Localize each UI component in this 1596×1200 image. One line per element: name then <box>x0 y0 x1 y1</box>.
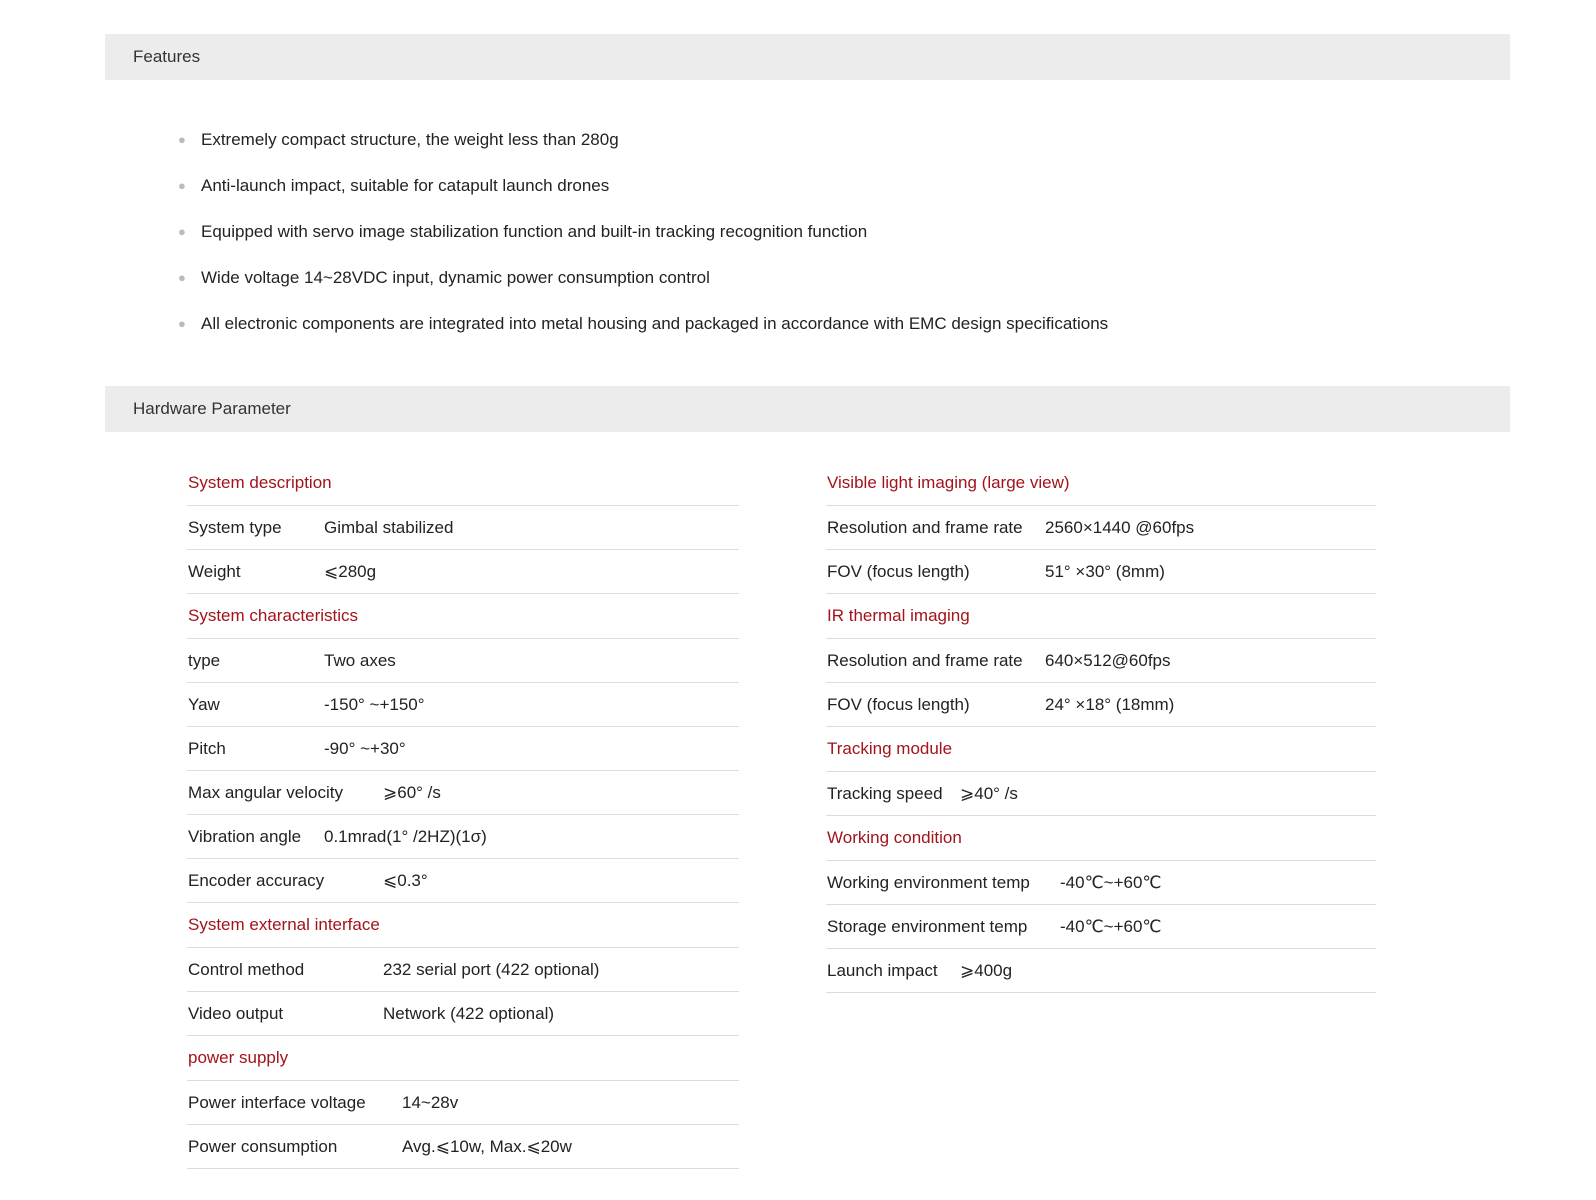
param-group-heading: power supply <box>187 1036 739 1081</box>
parameter-table-left <box>187 461 739 1169</box>
parameter-table-right <box>826 461 1376 993</box>
param-value: 0.1mrad(1° /2HZ)(1σ) <box>324 827 487 846</box>
param-name: Power interface voltage <box>188 1093 366 1112</box>
param-name: Resolution and frame rate <box>827 518 1023 537</box>
bullet-dot-icon: ● <box>178 224 186 239</box>
param-group-heading: System description <box>187 461 739 506</box>
param-row <box>826 861 1376 905</box>
feature-text: All electronic components are integrated into metal housing and packaged in accordance with EMC design specifications <box>201 314 1109 333</box>
param-row <box>187 1125 739 1169</box>
feature-text: Extremely compact structure, the weight less than 280g <box>201 130 619 149</box>
bullet-dot-icon: ● <box>178 132 186 147</box>
param-value: -40℃~+60℃ <box>1060 873 1162 892</box>
param-name: Encoder accuracy <box>188 871 325 890</box>
param-name: Max angular velocity <box>188 783 343 802</box>
param-value: Avg.⩽10w, Max.⩽20w <box>402 1137 572 1156</box>
feature-item <box>175 209 1108 255</box>
param-name: FOV (focus length) <box>827 695 970 714</box>
param-group-heading: System external interface <box>187 903 739 948</box>
param-value: 51° ×30° (8mm) <box>1045 562 1165 581</box>
bullet-dot-icon: ● <box>178 178 186 193</box>
param-name: System type <box>188 518 282 537</box>
feature-item <box>175 117 1108 163</box>
param-row <box>826 506 1376 550</box>
param-name: Weight <box>188 562 241 581</box>
param-value: 14~28v <box>402 1093 459 1112</box>
hardware-section-header <box>105 386 1510 432</box>
param-value: 2560×1440 @60fps <box>1045 518 1195 537</box>
param-name: Pitch <box>188 739 226 758</box>
param-row <box>187 815 739 859</box>
param-name: Launch impact <box>827 961 938 980</box>
param-name: Yaw <box>188 695 220 714</box>
param-value: 232 serial port (422 optional) <box>383 960 600 979</box>
param-value: ⩽0.3° <box>383 871 428 890</box>
param-row <box>187 992 739 1036</box>
param-row <box>187 771 739 815</box>
param-group-heading: Tracking module <box>826 727 1376 772</box>
param-value: Gimbal stabilized <box>324 518 454 537</box>
param-group-heading: IR thermal imaging <box>826 594 1376 639</box>
bullet-dot-icon: ● <box>178 270 186 285</box>
param-row <box>187 727 739 771</box>
param-value: Network (422 optional) <box>383 1004 555 1023</box>
param-name: type <box>188 651 221 670</box>
feature-text: Wide voltage 14~28VDC input, dynamic power consumption control <box>201 268 710 287</box>
param-value: -150° ~+150° <box>324 695 425 714</box>
feature-item <box>175 163 1108 209</box>
features-title: Features <box>133 47 201 66</box>
param-row <box>826 683 1376 727</box>
features-section-header <box>105 34 1510 80</box>
param-name: Working environment temp <box>827 873 1030 892</box>
param-group-heading: System characteristics <box>187 594 739 639</box>
hardware-title: Hardware Parameter <box>133 399 291 418</box>
features-list <box>175 117 1108 347</box>
bullet-dot-icon: ● <box>178 316 186 331</box>
param-value: 640×512@60fps <box>1045 651 1171 670</box>
feature-item <box>175 255 1108 301</box>
param-value: ⩾400g <box>960 961 1013 980</box>
param-row <box>187 683 739 727</box>
param-value: 24° ×18° (18mm) <box>1045 695 1175 714</box>
param-name: Video output <box>188 1004 284 1023</box>
param-row <box>187 550 739 594</box>
param-row <box>826 905 1376 949</box>
feature-text: Anti-launch impact, suitable for catapult launch drones <box>201 176 610 195</box>
param-name: Storage environment temp <box>827 917 1028 936</box>
param-name: FOV (focus length) <box>827 562 970 581</box>
param-row <box>187 859 739 903</box>
param-row <box>187 948 739 992</box>
param-name: Resolution and frame rate <box>827 651 1023 670</box>
param-row <box>826 949 1376 993</box>
param-name: Control method <box>188 960 305 979</box>
param-row <box>187 639 739 683</box>
param-group-heading: Working condition <box>826 816 1376 861</box>
param-value: ⩽280g <box>324 562 377 581</box>
feature-item <box>175 301 1108 347</box>
param-value: ⩾40° /s <box>960 784 1018 803</box>
param-row <box>826 550 1376 594</box>
param-name: Vibration angle <box>188 827 302 846</box>
param-row <box>826 639 1376 683</box>
param-name: Power consumption <box>188 1137 338 1156</box>
param-value: -90° ~+30° <box>324 739 406 758</box>
param-row <box>187 1081 739 1125</box>
param-group-heading: Visible light imaging (large view) <box>826 461 1376 506</box>
param-value: ⩾60° /s <box>383 783 441 802</box>
param-row <box>187 506 739 550</box>
param-row <box>826 772 1376 816</box>
param-name: Tracking speed <box>827 784 943 803</box>
param-value: Two axes <box>324 651 396 670</box>
param-value: -40℃~+60℃ <box>1060 917 1162 936</box>
feature-text: Equipped with servo image stabilization function and built-in tracking recognition function <box>201 222 868 241</box>
